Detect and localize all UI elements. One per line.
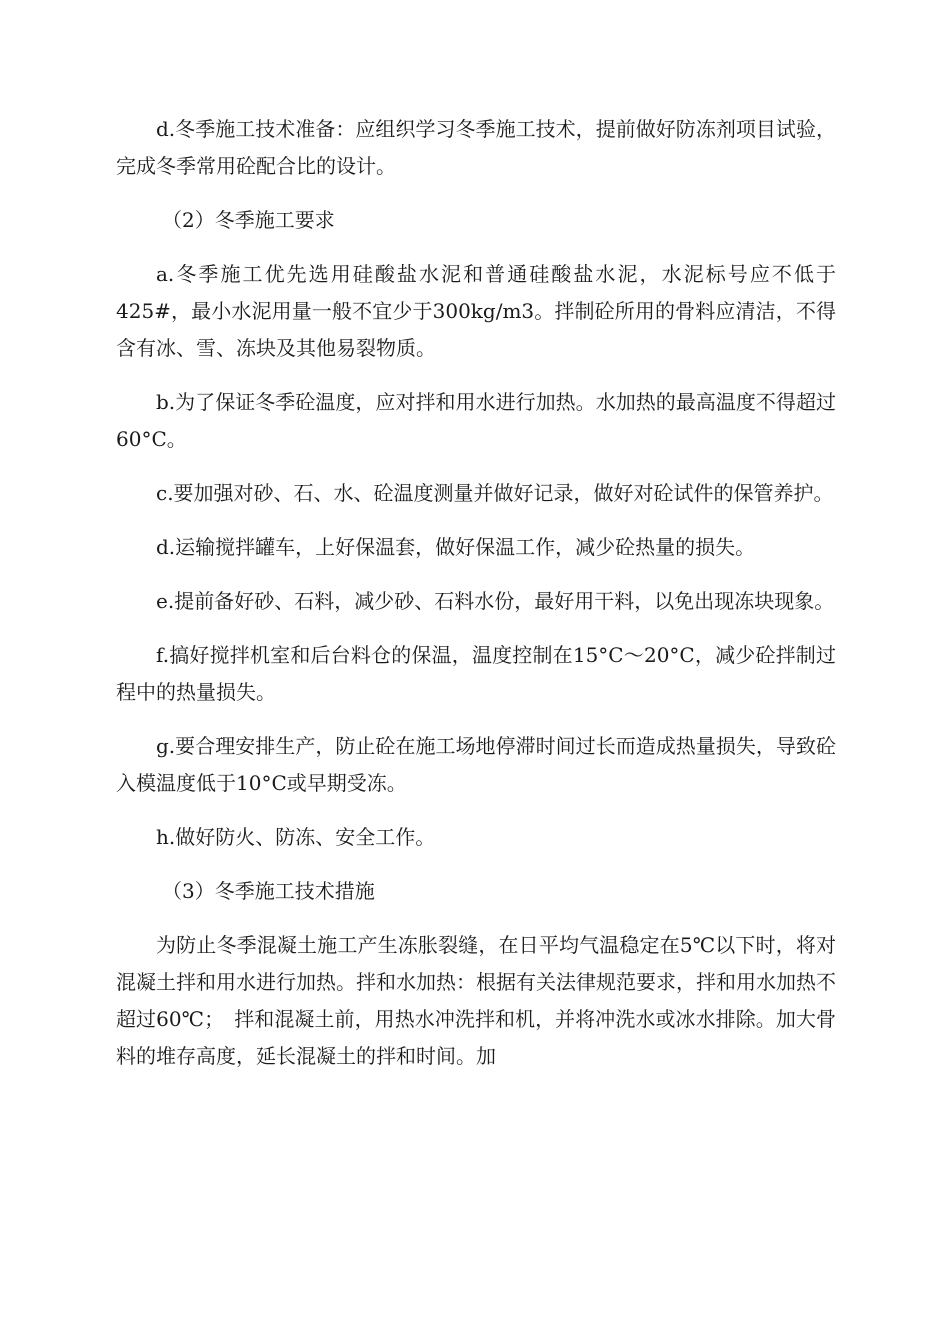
- paragraph-aggregate-preparation: e.提前备好砂、石料，减少砂、石料水份，最好用干料，以免出现冻块现象。: [156, 589, 835, 613]
- document-body: [116, 111, 836, 1092]
- paragraph-tech-preparation: d.冬季施工技术准备：应组织学习冬季施工技术，提前做好防冻剂项目试验，完成冬季常用砼配合比的设计。: [116, 117, 836, 178]
- paragraph-water-heating: b.为了保证冬季砼温度，应对拌和用水进行加热。水加热的最高温度不得超过60°C。: [116, 390, 836, 451]
- paragraph-frost-crack-prevention: 为防止冬季混凝土施工产生冻胀裂缝，在日平均气温稳定在5℃以下时，将对混凝土拌和用水进行加热。拌和水加热：根据有关法律规范要求，拌和用水加热不超过60℃； 拌和混凝土前，用热水冲洗拌和机，并将冲洗水或冰水排除。加大骨料的堆存高度，延长混凝土的拌和时间。加: [116, 933, 836, 1068]
- paragraph-mixer-room-insulation: f.搞好搅拌机室和后台料仓的保温，温度控制在15°C～20°C，减少砼拌制过程中的热量损失。: [116, 643, 836, 704]
- section-heading-requirements: （2）冬季施工要求: [162, 208, 335, 232]
- paragraph-production-scheduling: g.要合理安排生产，防止砼在施工场地停滞时间过长而造成热量损失，导致砼入模温度低于10°C或早期受冻。: [116, 734, 836, 795]
- section-heading-technical-measures: （3）冬季施工技术措施: [162, 879, 375, 903]
- paragraph-temperature-measurement: c.要加强对砂、石、水、砼温度测量并做好记录，做好对砼试件的保管养护。: [156, 481, 834, 505]
- paragraph-cement-selection: a.冬季施工优先选用硅酸盐水泥和普通硅酸盐水泥，水泥标号应不低于425#，最小水泥用量一般不宜少于300kg/m3。拌制砼所用的骨料应清洁，不得含有冰、雪、冻块及其他易裂物质。: [116, 262, 836, 360]
- paragraph-transport-insulation: d.运输搅拌罐车，上好保温套，做好保温工作，减少砼热量的损失。: [156, 535, 756, 559]
- paragraph-safety-work: h.做好防火、防冻、安全工作。: [156, 825, 436, 849]
